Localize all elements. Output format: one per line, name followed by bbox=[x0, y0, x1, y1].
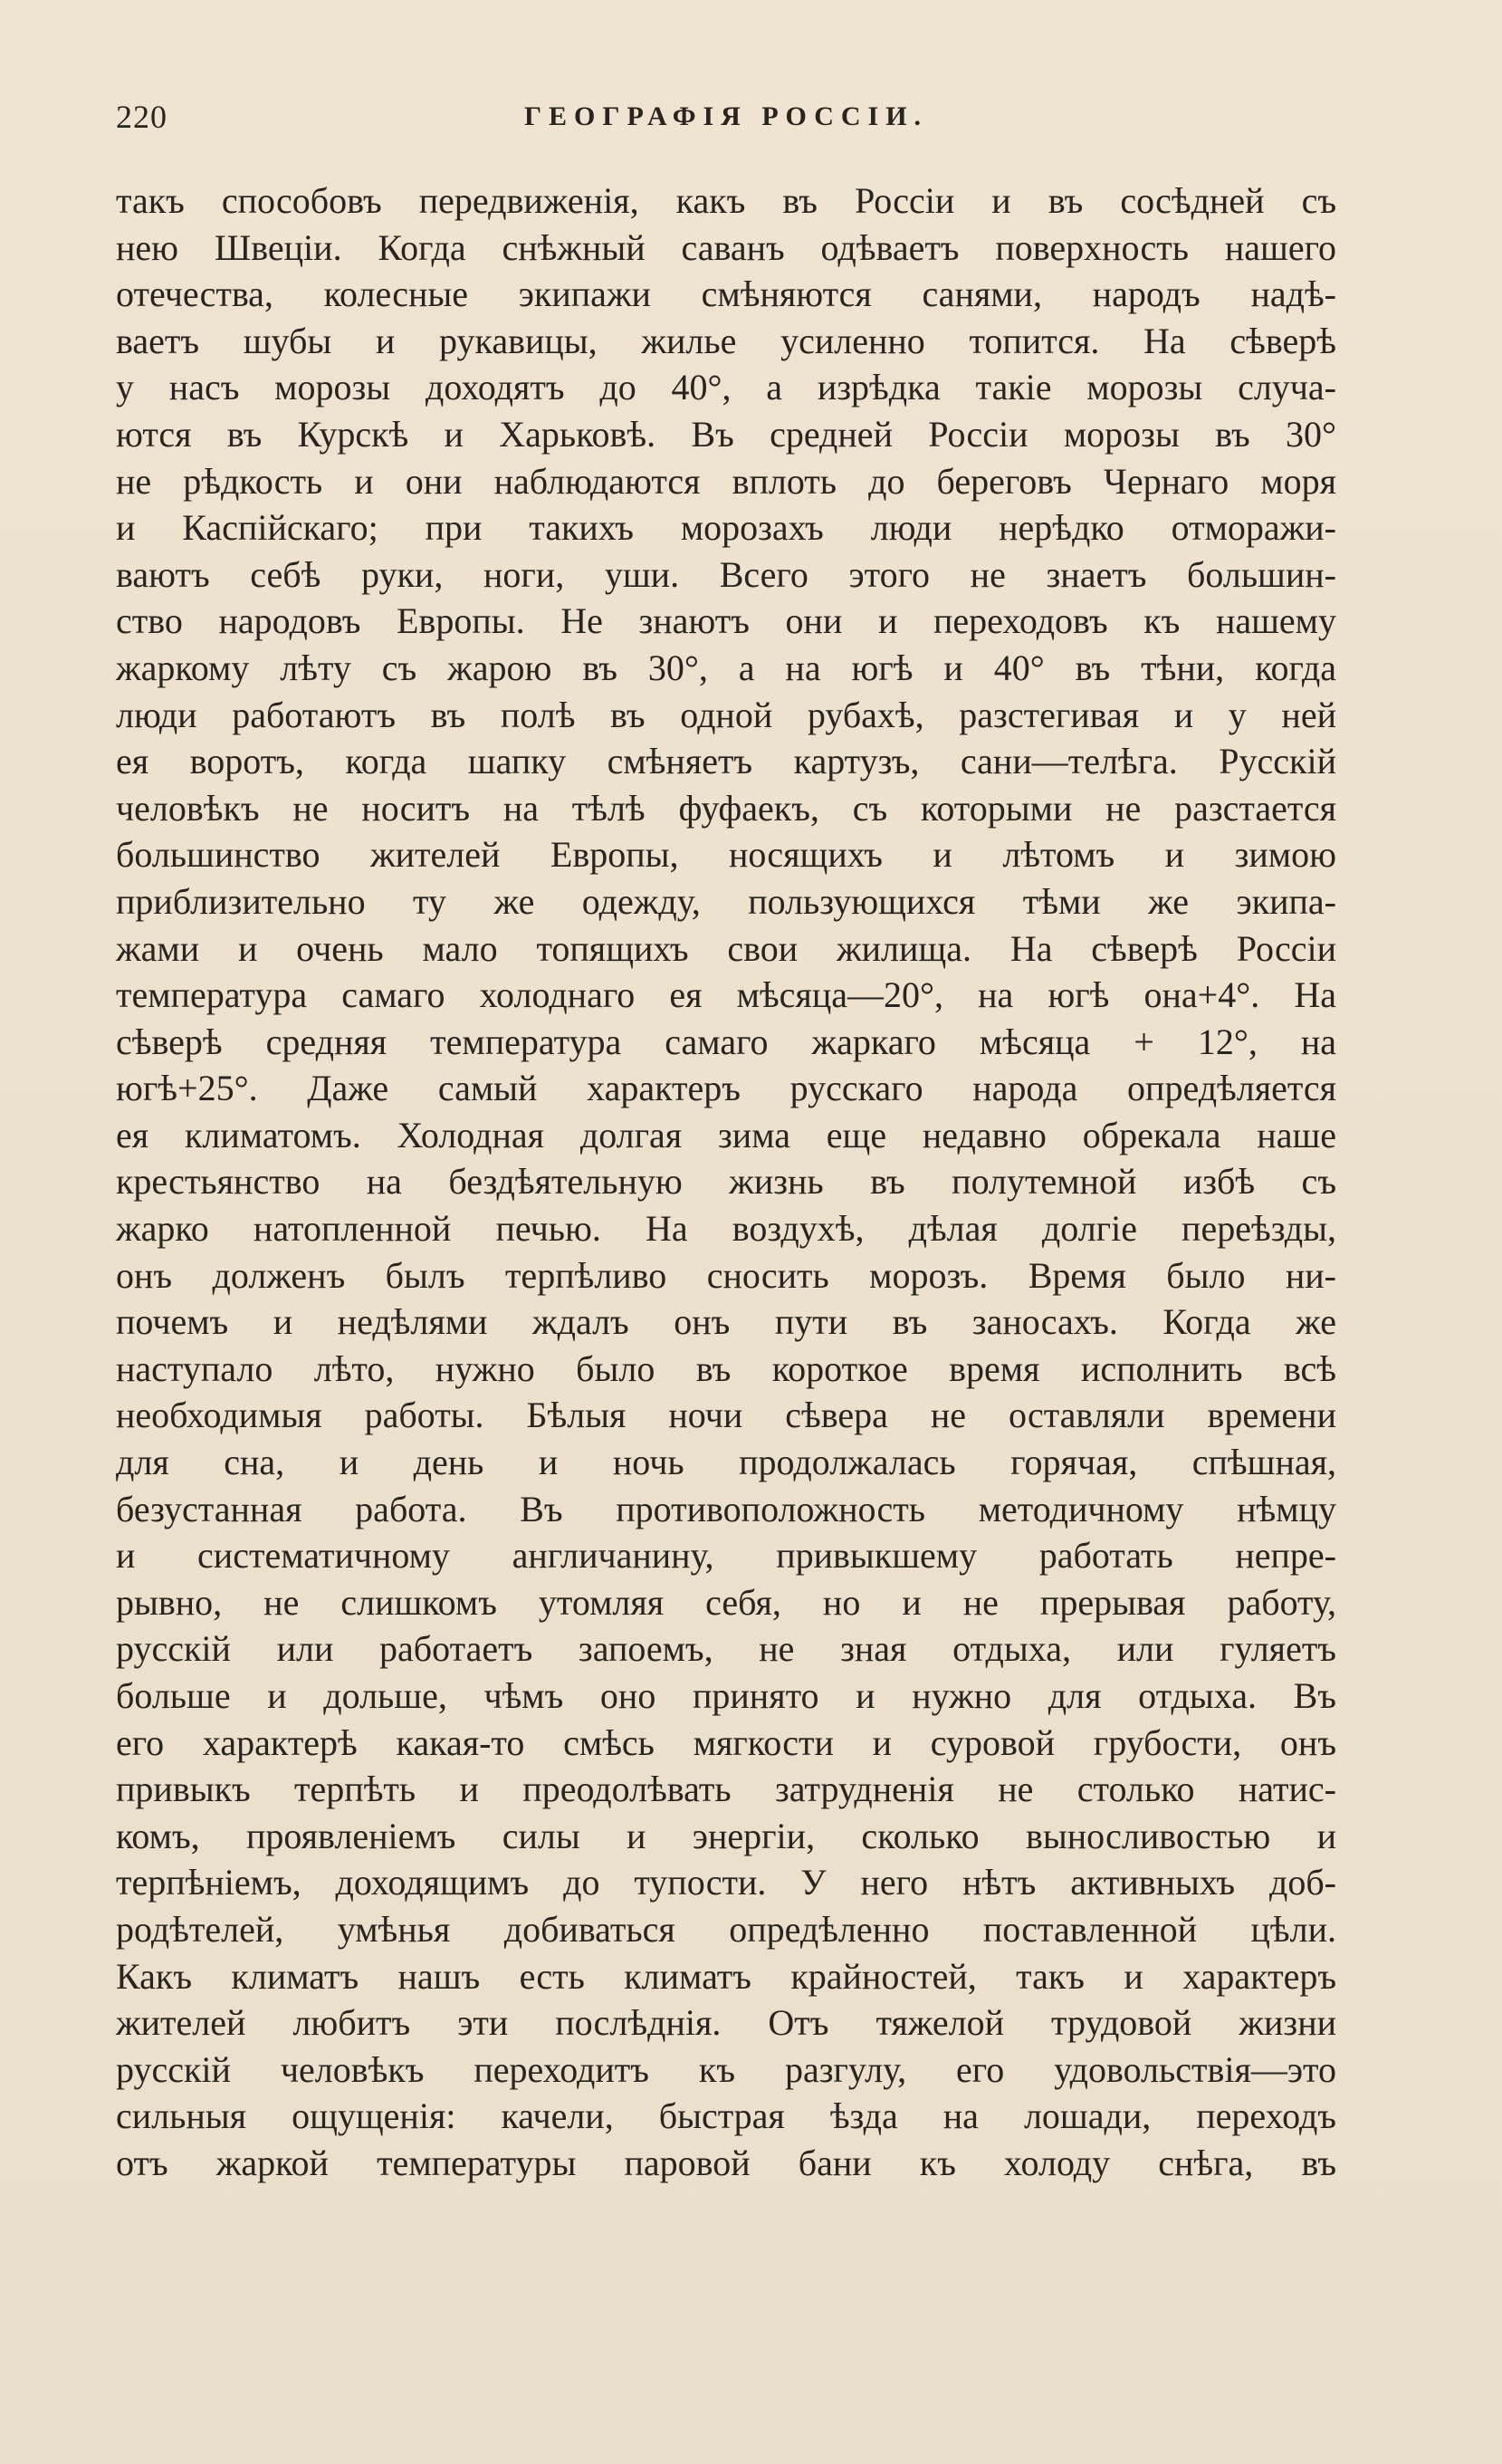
text-line: ство народовъ Европы. Не знаютъ они и переходовъ къ нашему bbox=[116, 600, 1336, 642]
text-line: русскій или работаетъ запоемъ, не зная отдыха, или гуляетъ bbox=[116, 1628, 1336, 1670]
text-line: жителей любитъ эти послѣднія. Отъ тяжелой трудовой жизни bbox=[116, 2002, 1336, 2044]
text-line: человѣкъ не носитъ на тѣлѣ фуфаекъ, съ которыми не разстается bbox=[116, 787, 1336, 829]
text-line: у насъ морозы доходятъ до 40°, а изрѣдка такіе морозы случа- bbox=[116, 367, 1336, 408]
text-line: ваетъ шубы и рукавицы, жилье усиленно топится. На сѣверѣ bbox=[116, 320, 1336, 361]
text-line: отъ жаркой температуры паровой бани къ холоду снѣга, въ bbox=[116, 2142, 1336, 2183]
text-line: большинство жителей Европы, носящихъ и лѣтомъ и зимою bbox=[116, 834, 1336, 876]
text-line: сѣверѣ средняя температура самаго жаркаго мѣсяца + 12°, на bbox=[116, 1021, 1336, 1062]
text-line: отечества, колесные экипажи смѣняются санями, народъ надѣ- bbox=[116, 273, 1336, 315]
text-line: жами и очень мало топящихъ свои жилища. На сѣверѣ Россіи bbox=[116, 927, 1336, 969]
text-line: безустанная работа. Въ противоположность методичному нѣмцу bbox=[116, 1488, 1336, 1529]
text-line: больше и дольше, чѣмъ оно принято и нужно для отдыха. Въ bbox=[116, 1675, 1336, 1716]
text-line: такъ способовъ передвиженія, какъ въ Россіи и въ сосѣдней съ bbox=[116, 180, 1336, 221]
text-line: нею Швеціи. Когда снѣжный саванъ одѣваетъ поверхность нашего bbox=[116, 226, 1336, 268]
text-line: ются въ Курскѣ и Харьковѣ. Въ средней Россіи морозы въ 30° bbox=[116, 413, 1336, 455]
text-line: температура самаго холоднаго ея мѣсяца—20°, на югѣ она+4°. На bbox=[116, 974, 1336, 1016]
text-line: почемъ и недѣлями ждалъ онъ пути въ заносахъ. Когда же bbox=[116, 1301, 1336, 1343]
text-line: ваютъ себѣ руки, ноги, уши. Всего этого не знаетъ большин- bbox=[116, 553, 1336, 595]
page-number: 220 bbox=[116, 99, 167, 135]
text-line: жарко натопленной печью. На воздухѣ, дѣлая долгіе переѣзды, bbox=[116, 1208, 1336, 1250]
text-line: для сна, и день и ночь продолжалась горячая, спѣшная, bbox=[116, 1442, 1336, 1483]
text-line: жаркому лѣту съ жарою въ 30°, а на югѣ и 40° въ тѣни, когда bbox=[116, 647, 1336, 688]
text-line: русскій человѣкъ переходитъ къ разгулу, его удовольствія—это bbox=[116, 2048, 1336, 2090]
text-line: его характерѣ какая-то смѣсь мягкости и суровой грубости, онъ bbox=[116, 1721, 1336, 1763]
text-line: ея воротъ, когда шапку смѣняетъ картузъ, сани—телѣга. Русскій bbox=[116, 741, 1336, 782]
text-line: комъ, проявленіемъ силы и энергіи, сколько выносливостью и bbox=[116, 1815, 1336, 1856]
text-line: Какъ климатъ нашъ есть климатъ крайностей, такъ и характеръ bbox=[116, 1955, 1336, 1997]
text-line: крестьянство на бездѣятельную жизнь въ полутемной избѣ съ bbox=[116, 1161, 1336, 1203]
running-title: ГЕОГРАФІЯ РОССІИ. bbox=[523, 101, 929, 131]
text-line: рывно, не слишкомъ утомляя себя, но и не прерывая работу, bbox=[116, 1581, 1336, 1623]
text-line: приблизительно ту же одежду, пользующихся тѣми же экипа- bbox=[116, 880, 1336, 922]
text-line: югѣ+25°. Даже самый характеръ русскаго народа опредѣляется bbox=[116, 1068, 1336, 1109]
text-line: и Каспійскаго; при такихъ морозахъ люди нерѣдко отморажи- bbox=[116, 507, 1336, 549]
page-header bbox=[116, 98, 1336, 143]
text-line: онъ долженъ былъ терпѣливо сносить морозъ. Время было ни- bbox=[116, 1254, 1336, 1296]
text-line: наступало лѣто, нужно было въ короткое время исполнить всѣ bbox=[116, 1347, 1336, 1389]
text-line: необходимыя работы. Бѣлыя ночи сѣвера не оставляли времени bbox=[116, 1395, 1336, 1436]
body-text bbox=[116, 177, 1336, 2187]
text-line: ея климатомъ. Холодная долгая зима еще недавно обрекала наше bbox=[116, 1114, 1336, 1155]
text-line: и систематичному англичанину, привыкшему работать непре- bbox=[116, 1535, 1336, 1577]
text-line: терпѣніемъ, доходящимъ до тупости. У него нѣтъ активныхъ доб- bbox=[116, 1862, 1336, 1903]
text-line: привыкъ терпѣть и преодолѣвать затрудненія не столько натис- bbox=[116, 1769, 1336, 1810]
text-line: сильныя ощущенія: качели, быстрая ѣзда на лошади, переходъ bbox=[116, 2095, 1336, 2137]
text-line: не рѣдкость и они наблюдаются вплоть до береговъ Чернаго моря bbox=[116, 460, 1336, 502]
text-line: люди работаютъ въ полѣ въ одной рубахѣ, разстегивая и у ней bbox=[116, 694, 1336, 735]
text-line: родѣтелей, умѣнья добиваться опредѣленно поставленной цѣли. bbox=[116, 1908, 1336, 1950]
